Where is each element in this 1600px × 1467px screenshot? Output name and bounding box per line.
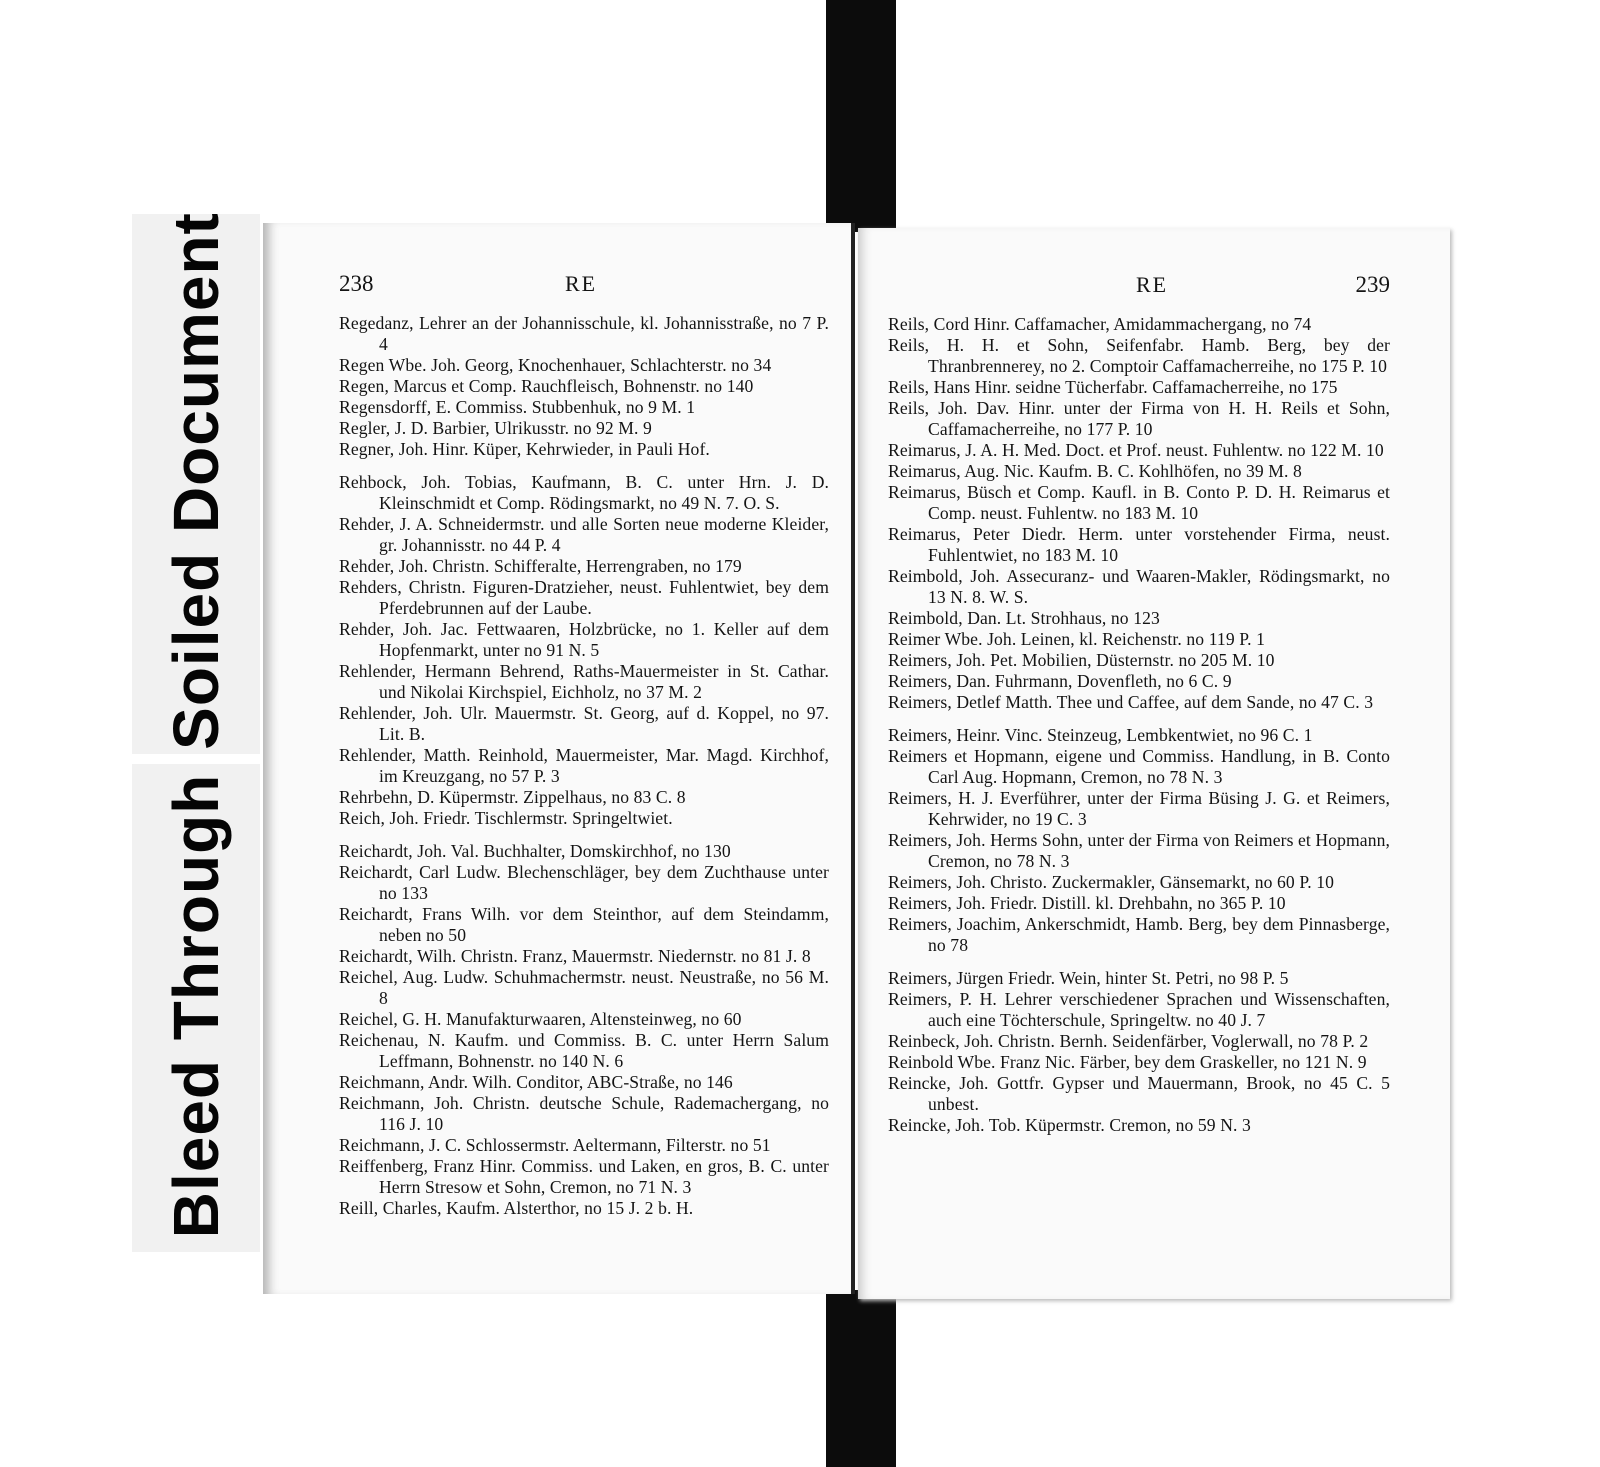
directory-entry: Reimers, Heinr. Vinc. Steinzeug, Lembkentwiet, no 96 C. 1 [888, 725, 1313, 745]
directory-entry: Reils, Cord Hinr. Caffamacher, Amidammachergang, no 74 [888, 314, 1312, 334]
directory-entry: Reimers, Dan. Fuhrmann, Dovenfleth, no 6 C. 9 [888, 671, 1232, 691]
directory-entry: Reimbold, Joh. Assecuranz- und Waaren-Makler, Rödingsmarkt, no 13 N. 8. W. S. [888, 566, 1390, 607]
directory-entry: Reimers, Joh. Herms Sohn, unter der Firma von Reimers et Hopmann, Cremon, no 78 N. 3 [888, 830, 1390, 871]
directory-entry: Regner, Joh. Hinr. Küper, Kehrwieder, in Pauli Hof. [339, 439, 710, 459]
directory-entry: Reimarus, J. A. H. Med. Doct. et Prof. neust. Fuhlentw. no 122 M. 10 [888, 440, 1384, 460]
directory-entry: Rehder, J. A. Schneidermstr. und alle Sorten neue moderne Kleider, gr. Johannisstr. no 44 P. 4 [339, 514, 829, 555]
directory-entry: Reimers, P. H. Lehrer verschiedener Sprachen und Wissenschaften, auch eine Töchterschule, Springeltw. no 40 J. 7 [888, 989, 1390, 1030]
left-page [263, 223, 855, 1294]
right-running-head [888, 272, 1390, 308]
directory-entry: Rehbock, Joh. Tobias, Kaufmann, B. C. unter Hrn. J. D. Kleinschmidt et Comp. Rödingsmarkt, no 49 N. 7. O. S. [339, 472, 829, 513]
directory-entry: Reils, H. H. et Sohn, Seifenfabr. Hamb. Berg, bey der Thranbrennerey, no 2. Comptoir Caffamacherreihe, no 175 P. 10 [888, 335, 1390, 376]
directory-entry: Reimarus, Büsch et Comp. Kaufl. in B. Conto P. D. H. Reimarus et Comp. neust. Fuhlentw. no 183 M. 10 [888, 482, 1390, 523]
directory-entry: Reichmann, Andr. Wilh. Conditor, ABC-Straße, no 146 [339, 1072, 733, 1092]
right-page [858, 228, 1450, 1299]
directory-entry: Reichardt, Joh. Val. Buchhalter, Domskirchhof, no 130 [339, 841, 731, 861]
directory-entry: Reimer Wbe. Joh. Leinen, kl. Reichenstr. no 119 P. 1 [888, 629, 1266, 649]
soiled-document-stamp [132, 214, 260, 754]
directory-entry: Rehders, Christn. Figuren-Dratzieher, neust. Fuhlentwiet, bey dem Pferdebrunnen auf der Laube. [339, 577, 829, 618]
running-head-letters: RE [565, 271, 598, 296]
directory-entry: Regen, Marcus et Comp. Rauchfleisch, Bohnenstr. no 140 [339, 376, 754, 396]
directory-entry: Regensdorff, E. Commiss. Stubbenhuk, no 9 M. 1 [339, 397, 696, 417]
directory-entry: Reill, Charles, Kaufm. Alsterthor, no 15 J. 2 b. H. [339, 1198, 694, 1218]
directory-entry: Reinbold Wbe. Franz Nic. Färber, bey dem Graskeller, no 121 N. 9 [888, 1052, 1367, 1072]
directory-entry: Reichenau, N. Kaufm. und Commiss. B. C. unter Herrn Salum Leffmann, Bohnenstr. no 140 N. 6 [339, 1030, 829, 1071]
directory-entry: Reimers, Joh. Pet. Mobilien, Düsternstr. no 205 M. 10 [888, 650, 1275, 670]
directory-entry: Reimers, Joh. Friedr. Distill. kl. Drehbahn, no 365 P. 10 [888, 893, 1286, 913]
running-head-letters: RE [1136, 272, 1169, 297]
directory-entry: Reichardt, Carl Ludw. Blechenschläger, bey dem Zuchthause unter no 133 [339, 862, 829, 903]
directory-entry: Reincke, Joh. Gottfr. Gypser und Mauermann, Brook, no 45 C. 5 unbest. [888, 1073, 1390, 1114]
directory-entry: Reimers, Jürgen Friedr. Wein, hinter St. Petri, no 98 P. 5 [888, 968, 1289, 988]
directory-entry: Reimers, Joh. Christo. Zuckermakler, Gänsemarkt, no 60 P. 10 [888, 872, 1335, 892]
directory-entry: Reichmann, Joh. Christn. deutsche Schule, Rademachergang, no 116 J. 10 [339, 1093, 829, 1134]
bleed-through-stamp [132, 764, 260, 1252]
directory-entry: Regen Wbe. Joh. Georg, Knochenhauer, Schlachterstr. no 34 [339, 355, 772, 375]
directory-entry: Rehlender, Hermann Behrend, Raths-Mauermeister in St. Cathar. und Nikolai Kirchspiel, Eichholz, no 37 M. 2 [339, 661, 829, 702]
directory-entry: Reimarus, Peter Diedr. Herm. unter vorstehender Firma, neust. Fuhlentwiet, no 183 M. 10 [888, 524, 1390, 565]
page-number: 239 [1355, 272, 1390, 297]
directory-entry: Reichel, Aug. Ludw. Schuhmachermstr. neust. Neustraße, no 56 M. 8 [339, 967, 829, 1008]
directory-entry: Regler, J. D. Barbier, Ulrikusstr. no 92 M. 9 [339, 418, 652, 438]
directory-entry: Rehrbehn, D. Küpermstr. Zippelhaus, no 83 C. 8 [339, 787, 686, 807]
stamp-label-lower: Bleed Through [160, 773, 232, 1239]
directory-entry: Reils, Hans Hinr. seidne Tücherfabr. Caffamacherreihe, no 175 [888, 377, 1338, 397]
directory-entry: Reinbeck, Joh. Christn. Bernh. Seidenfärber, Voglerwall, no 78 P. 2 [888, 1031, 1369, 1051]
directory-entry: Reichel, G. H. Manufakturwaaren, Altensteinweg, no 60 [339, 1009, 742, 1029]
directory-entry: Regedanz, Lehrer an der Johannisschule, kl. Johannisstraße, no 7 P. 4 [339, 313, 829, 354]
stamp-label-upper: Soiled Document [160, 212, 232, 750]
left-running-head [339, 271, 829, 307]
directory-entry: Reimarus, Aug. Nic. Kaufm. B. C. Kohlhöfen, no 39 M. 8 [888, 461, 1302, 481]
microfilm-bar-bottom [826, 1290, 896, 1467]
directory-entry: Reimbold, Dan. Lt. Strohhaus, no 123 [888, 608, 1160, 628]
directory-entry: Reichardt, Frans Wilh. vor dem Steinthor, auf dem Steindamm, neben no 50 [339, 904, 829, 945]
directory-entry: Reich, Joh. Friedr. Tischlermstr. Springeltwiet. [339, 808, 673, 828]
directory-entry: Reimers, H. J. Everführer, unter der Firma Büsing J. G. et Reimers, Kehrwider, no 19 C. 3 [888, 788, 1390, 829]
directory-entry: Rehder, Joh. Christn. Schifferalte, Herrengraben, no 179 [339, 556, 742, 576]
directory-entry: Reichmann, J. C. Schlossermstr. Aeltermann, Filterstr. no 51 [339, 1135, 771, 1155]
directory-entry: Rehder, Joh. Jac. Fettwaaren, Holzbrücke, no 1. Keller auf dem Hopfenmarkt, unter no 91 N. 5 [339, 619, 829, 660]
directory-entry: Reincke, Joh. Tob. Küpermstr. Cremon, no 59 N. 3 [888, 1115, 1251, 1135]
directory-entry: Reichardt, Wilh. Christn. Franz, Mauermstr. Niedernstr. no 81 J. 8 [339, 946, 811, 966]
microfilm-bar-top [826, 0, 896, 232]
directory-entry: Rehlender, Joh. Ulr. Mauermstr. St. Georg, auf d. Koppel, no 97. Lit. B. [339, 703, 829, 744]
directory-entry: Reimers, Joachim, Ankerschmidt, Hamb. Berg, bey dem Pinnasberge, no 78 [888, 914, 1390, 955]
directory-entry: Reimers et Hopmann, eigene und Commiss. Handlung, in B. Conto Carl Aug. Hopmann, Cremon, no 78 N. 3 [888, 746, 1390, 787]
page-number: 238 [339, 271, 374, 296]
directory-entry: Reimers, Detlef Matth. Thee und Caffee, auf dem Sande, no 47 C. 3 [888, 692, 1374, 712]
directory-entry: Rehlender, Matth. Reinhold, Mauermeister, Mar. Magd. Kirchhof, im Kreuzgang, no 57 P. 3 [339, 745, 829, 786]
directory-entry: Reils, Joh. Dav. Hinr. unter der Firma von H. H. Reils et Sohn, Caffamacherreihe, no 177 P. 10 [888, 398, 1390, 439]
directory-entry: Reiffenberg, Franz Hinr. Commiss. und Laken, en gros, B. C. unter Herrn Stresow et Sohn, Cremon, no 71 N. 3 [339, 1156, 829, 1197]
